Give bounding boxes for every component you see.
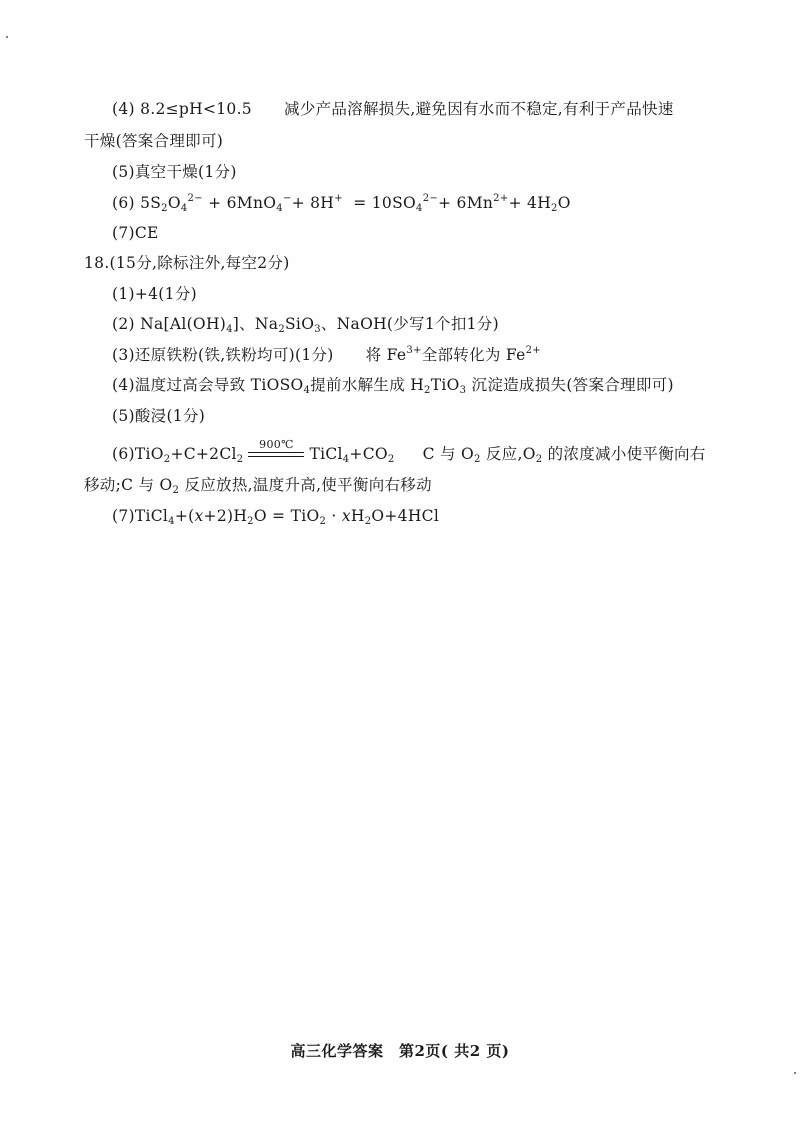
answer-line-6: (6) $5S_2O_4^{2-} + 6MnO_4^-+ 8H^+ = 10SO_4^{2-}+ 6Mn^{2+}+ 4H_2O$ [112,193,571,214]
answer-4-ph-range: (4) 8.2≤pH<10.5 [112,100,252,118]
answer-18-2-note: (少写1个扣1分) [386,315,499,333]
answer-18-3-b: 将 Fe [365,346,407,364]
answer-18-5: (5)酸浸(1分) [112,407,206,425]
reaction-condition: 900℃ [259,438,294,451]
scan-dot [794,1072,796,1074]
answer-18-3-a: (3)还原铁粉(铁,铁粉均可)(1分) [112,346,334,364]
answer-18-4-c: 沉淀造成损失(答案合理即可) [471,376,674,394]
page-footer: 高三化学答案 第2页( 共2 页) [290,1042,510,1060]
answer-line-4b [84,131,730,151]
answer-18-6-cont: 移动;C 与 O [84,476,173,494]
reaction-condition-arrow [246,438,306,464]
answer-line-18-7: $(7)TiCl_4+(x+2)H_2O = TiO_2 \cdot xH_2O+4HCl$ [112,507,440,527]
answer-4-reason-cont: 干燥(答案合理即可) [84,132,224,150]
answer-18-3-c: 全部转化为 Fe [421,346,526,364]
answer-4-reason: 减少产品溶解损失,避免因有水而不稳定,有利于产品快速 [283,100,674,118]
answer-line-18-2: (2) $Na[Al(OH)_4]$、$Na_2SiO_3$、NaOH(少写1个扣1分) [112,315,499,335]
answer-line-18-1 [112,284,730,304]
answer-5: (5)真空干燥(1分) [112,163,237,181]
answer-18-2-head: (2) Na[Al(OH) [112,315,227,333]
answer-line-18-3: (3)还原铁粉(铁,铁粉均可)(1分) 将 $Fe^{3+}$全部转化为 $Fe^{2+}$ [112,345,541,364]
answer-line-4a [112,99,730,119]
answer-line-5 [112,162,730,182]
answer-6-prefix: (6) 5S [112,194,162,212]
answer-18-4-b: 提前水解生成 H [310,376,425,394]
answer-line-18-4: (4)温度过高会导致 TiOSO$_4$提前水解生成 $H_2TiO_3$ 沉淀造成损失(答案合理即可) [112,376,674,396]
answer-18-4-a: (4)温度过高会导致 TiOSO [112,376,304,394]
question-18-header [84,253,730,273]
answer-line-18-6: $(6)TiO_2+C+2Cl_2$ 900℃ $TiCl_4+CO_2$ C 与 $O_2$ 反应$,O_2$ 的浓度减小使平衡向右 [112,444,730,464]
scan-dot [6,36,8,38]
answer-line-18-5 [112,406,730,426]
answer-line-18-6b: 移动;C 与 $O_2$ 反应放热,温度升高,使平衡向右移动 [84,476,432,496]
answer-7: (7)CE [112,224,159,242]
answer-line-7 [112,223,730,243]
question-18-title: 18.(15分,除标注外,每空2分) [84,254,290,272]
answer-18-6-explain: C 与 O [422,445,474,463]
answer-18-1: (1)+4(1分) [112,285,197,303]
answer-18-7-prefix: (7)TiCl [112,507,169,525]
